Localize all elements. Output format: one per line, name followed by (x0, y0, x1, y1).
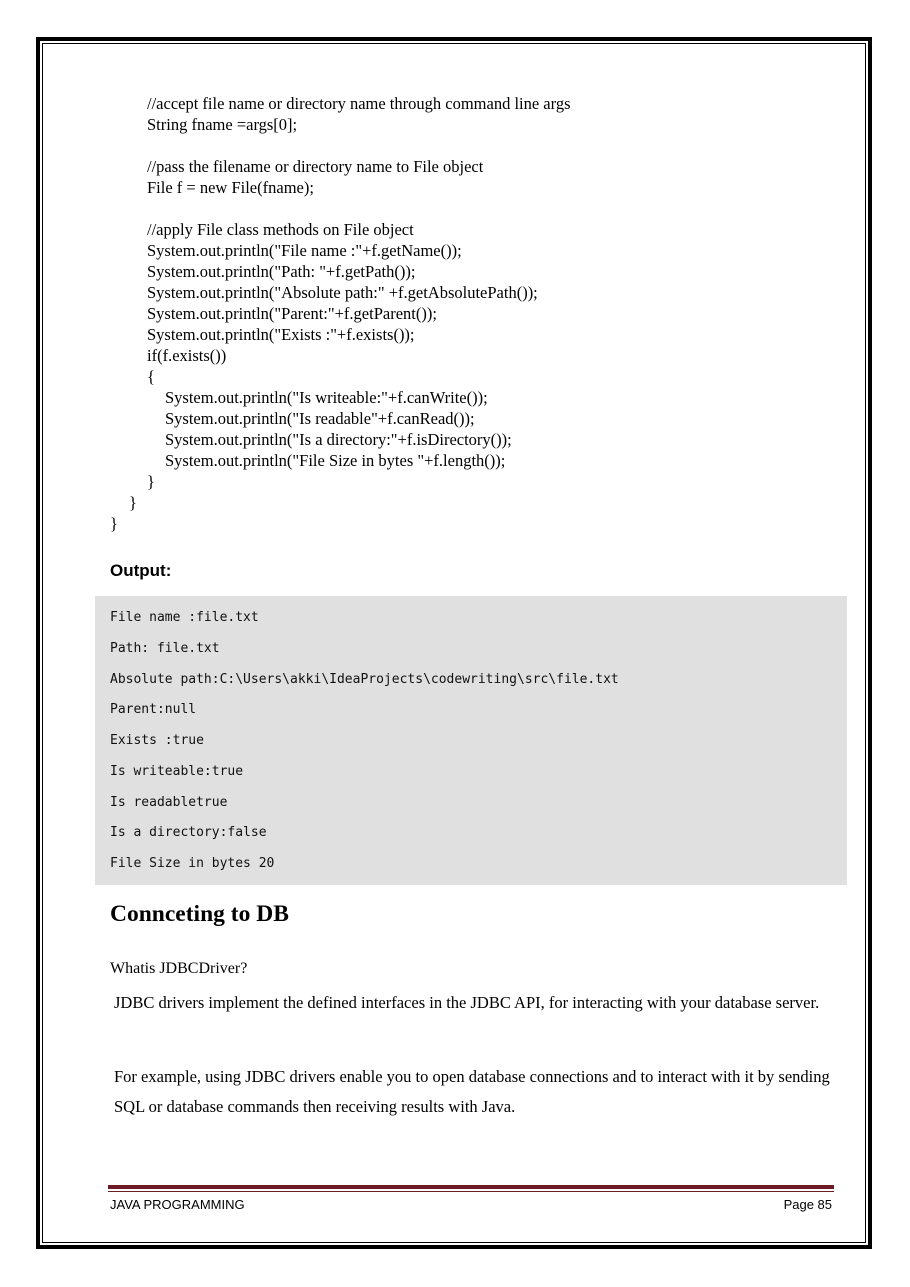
question-heading: Whatis JDBCDriver? (110, 960, 248, 977)
footer-title: JAVA PROGRAMMING (110, 1197, 245, 1212)
footer-rule (108, 1185, 834, 1189)
code-line: { (147, 367, 155, 386)
code-line: System.out.println("Is writeable:"+f.canWrite()); (165, 388, 488, 407)
code-line: System.out.println("Exists :"+f.exists()); (147, 325, 415, 344)
code-line: File f = new File(fname); (147, 178, 314, 197)
code-line: System.out.println("Parent:"+f.getParent()); (147, 304, 437, 323)
code-line: System.out.println("Absolute path:" +f.getAbsolutePath()); (147, 283, 538, 302)
output-line: File name :file.txt (110, 610, 259, 625)
output-line: Exists :true (110, 733, 204, 748)
code-line: //apply File class methods on File object (147, 220, 414, 239)
code-line: } (110, 514, 118, 533)
output-heading: Output: (110, 561, 172, 580)
code-line: System.out.println("File name :"+f.getName()); (147, 241, 462, 260)
code-line: System.out.println("Is readable"+f.canRead()); (165, 409, 475, 428)
paragraph-2: For example, using JDBC drivers enable you to open database connections and to interact with it by sending SQL or database commands then receiving results with Java. (114, 1067, 830, 1116)
code-line: //accept file name or directory name through command line args (147, 94, 571, 113)
output-line: File Size in bytes 20 (110, 856, 275, 871)
code-line: } (129, 493, 137, 512)
paragraph-1: JDBC drivers implement the defined interfaces in the JDBC API, for interacting with your database server. (114, 993, 820, 1012)
section-title: Connceting to DB (110, 901, 289, 927)
code-line: } (147, 472, 155, 491)
output-line: Path: file.txt (110, 641, 220, 656)
output-line: Is readabletrue (110, 795, 228, 810)
output-line: Absolute path:C:\Users\akki\IdeaProjects\codewriting\src\file.txt (110, 672, 619, 687)
output-line: Parent:null (110, 702, 197, 717)
footer-rule-thin (108, 1191, 834, 1192)
output-line: Is a directory:false (110, 825, 267, 840)
code-line: if(f.exists()) (147, 346, 227, 365)
code-line: System.out.println("Path: "+f.getPath()); (147, 262, 416, 281)
code-line: System.out.println("Is a directory:"+f.isDirectory()); (165, 430, 512, 449)
output-box (95, 596, 847, 885)
code-line: String fname =args[0]; (147, 115, 298, 134)
page-number: Page 85 (783, 1197, 832, 1212)
code-line: //pass the filename or directory name to File object (147, 157, 484, 176)
code-line: System.out.println("File Size in bytes "+f.length()); (165, 451, 506, 470)
output-line: Is writeable:true (110, 764, 244, 779)
